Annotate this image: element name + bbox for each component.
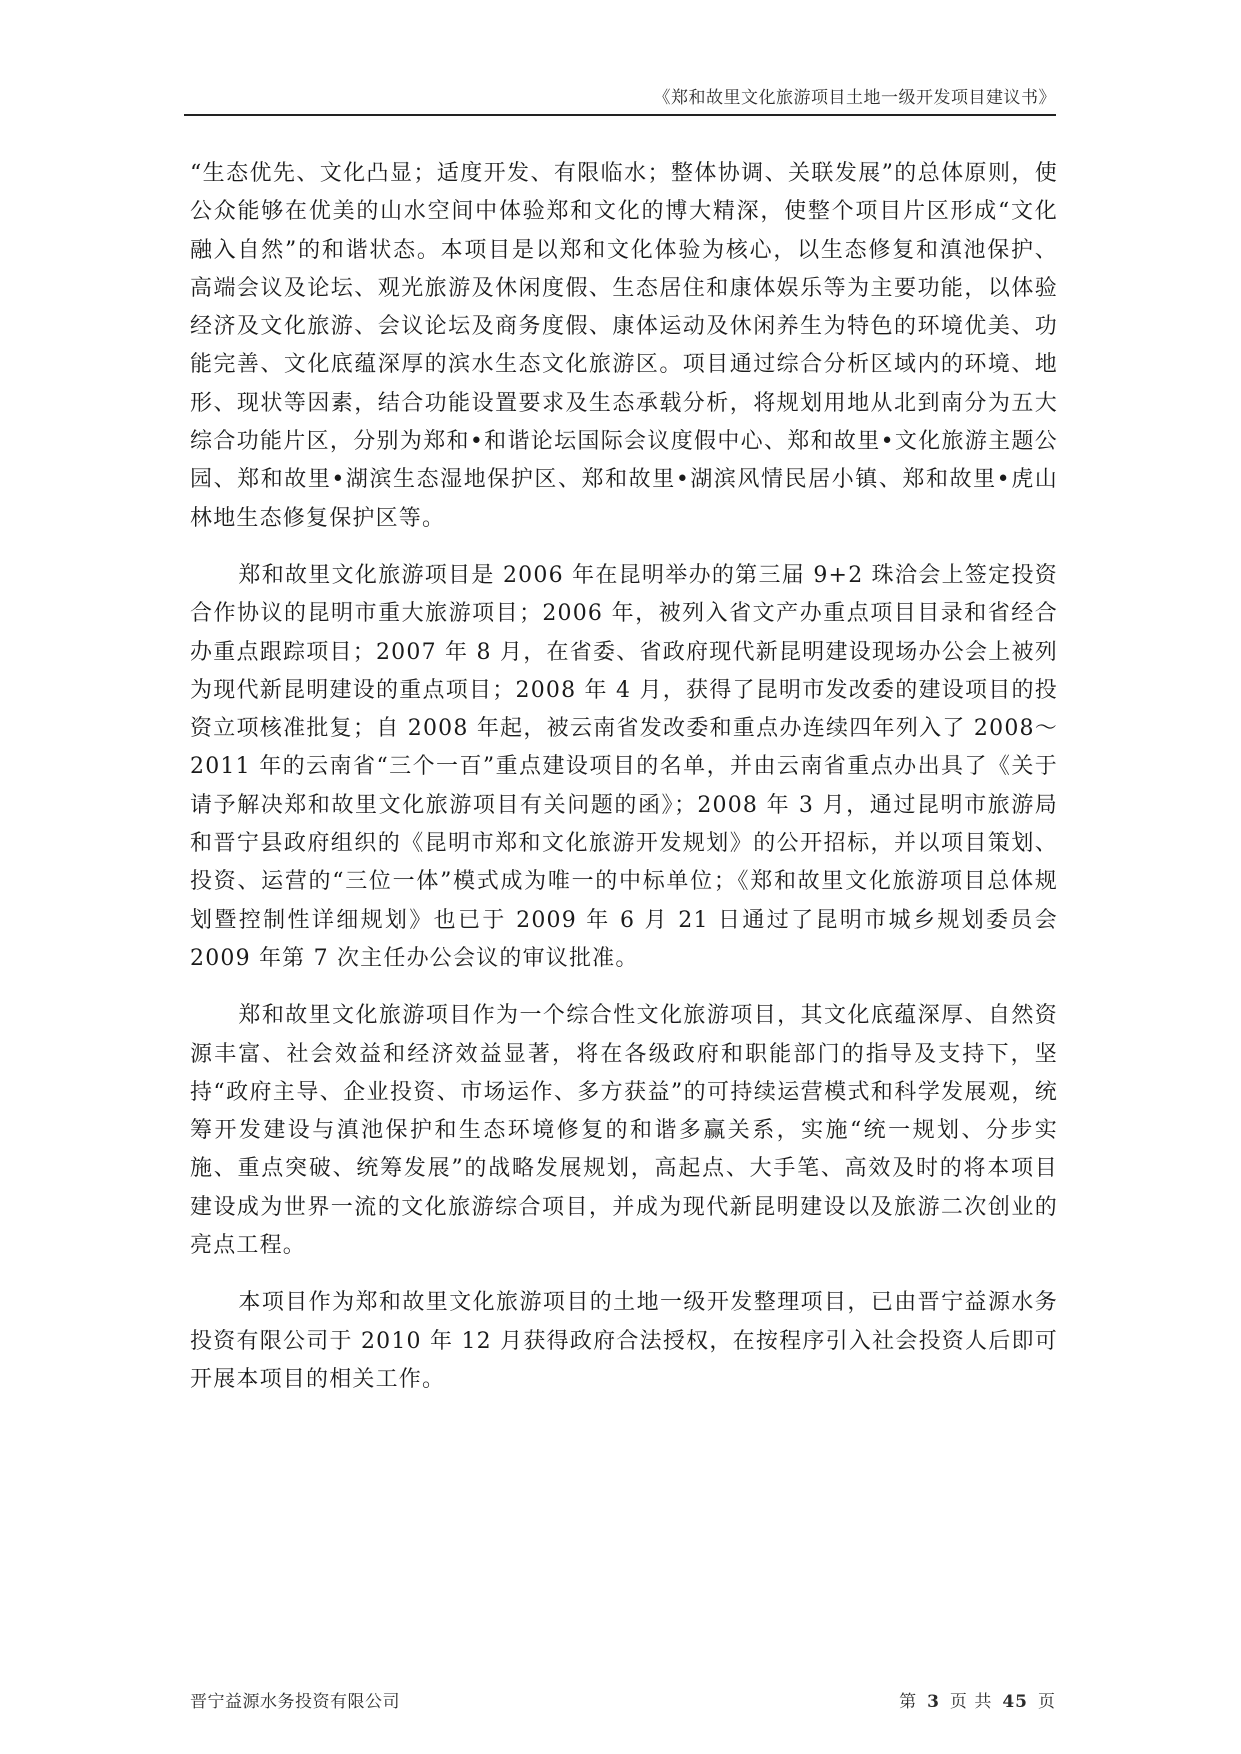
page-footer	[190, 1690, 1056, 1714]
body-paragraph-3: 郑和故里文化旅游项目作为一个综合性文化旅游项目，其文化底蕴深厚、自然资源丰富、社会效益和经济效益显著，将在各级政府和职能部门的指导及支持下，坚持“政府主导、企业投资、市场运作、多方获益”的可持续运营模式和科学发展观，统筹开发建设与滇池保护和生态环境修复的和谐多赢关系，实施“统一规划、分步实施、重点突破、统筹发展”的战略发展规划，高起点、大手笔、高效及时的将本项目建设成为世界一流的文化旅游综合项目，并成为现代新昆明建设以及旅游二次创业的亮点工程。	[190, 1003, 1058, 1259]
header-divider	[184, 114, 1056, 116]
page-header-title: 《郑和故里文化旅游项目土地一级开发项目建议书》	[653, 88, 1056, 108]
body-paragraph-4: 本项目作为郑和故里文化旅游项目的土地一级开发整理项目，已由晋宁益源水务投资有限公司于 2010 年 12 月获得政府合法授权，在按程序引入社会投资人后即可开展本项目的相关工作。	[190, 1290, 1058, 1392]
footer-page-total: 45	[1002, 1692, 1028, 1712]
footer-page-current: 3	[927, 1692, 940, 1712]
footer-page-suffix: 页	[1038, 1692, 1056, 1712]
footer-company-name: 晋宁益源水务投资有限公司	[190, 1692, 400, 1712]
footer-page-prefix: 第	[899, 1692, 918, 1712]
body-paragraph-1: “生态优先、文化凸显；适度开发、有限临水；整体协调、关联发展”的总体原则，使公众能够在优美的山水空间中体验郑和文化的博大精深，使整个项目片区形成“文化融入自然”的和谐状态。本项目是以郑和文化体验为核心，以生态修复和滇池保护、高端会议及论坛、观光旅游及休闲度假、生态居住和康体娱乐等为主要功能，以体验经济及文化旅游、会议论坛及商务度假、康体运动及休闲养生为特色的环境优美、功能完善、文化底蕴深厚的滨水生态文化旅游区。项目通过综合分析区域内的环境、地形、现状等因素，结合功能设置要求及生态承载分析，将规划用地从北到南分为五大综合功能片区，分别为郑和•和谐论坛国际会议度假中心、郑和故里•文化旅游主题公园、郑和故里•湖滨生态湿地保护区、郑和故里•湖滨风情民居小镇、郑和故里•虎山林地生态修复保护区等。	[190, 161, 1058, 531]
footer-page-middle: 页 共	[949, 1692, 993, 1712]
footer-page-number	[899, 1690, 1056, 1714]
body-paragraph-2: 郑和故里文化旅游项目是 2006 年在昆明举办的第三届 9+2 珠洽会上签定投资合作协议的昆明市重大旅游项目；2006 年，被列入省文产办重点项目目录和省经合办重点跟踪项目；2007 年 8 月，在省委、省政府现代新昆明建设现场办公会上被列为现代新昆明建设的重点项目；2008 年 4 月，获得了昆明市发改委的建设项目的投资立项核准批复；自 2008 年起，被云南省发改委和重点办连续四年列入了 2008～2011 年的云南省“三个一百”重点建设项目的名单，并由云南省重点办出具了《关于请予解决郑和故里文化旅游项目有关问题的函》；2008 年 3 月，通过昆明市旅游局和晋宁县政府组织的《昆明市郑和文化旅游开发规划》的公开招标，并以项目策划、投资、运营的“三位一体”模式成为唯一的中标单位；《郑和故里文化旅游项目总体规划暨控制性详细规划》也已于 2009 年 6 月 21 日通过了昆明市城乡规划委员会 2009 年第 7 次主任办公会议的审议批准。	[190, 562, 1058, 971]
document-body	[190, 155, 1058, 1399]
